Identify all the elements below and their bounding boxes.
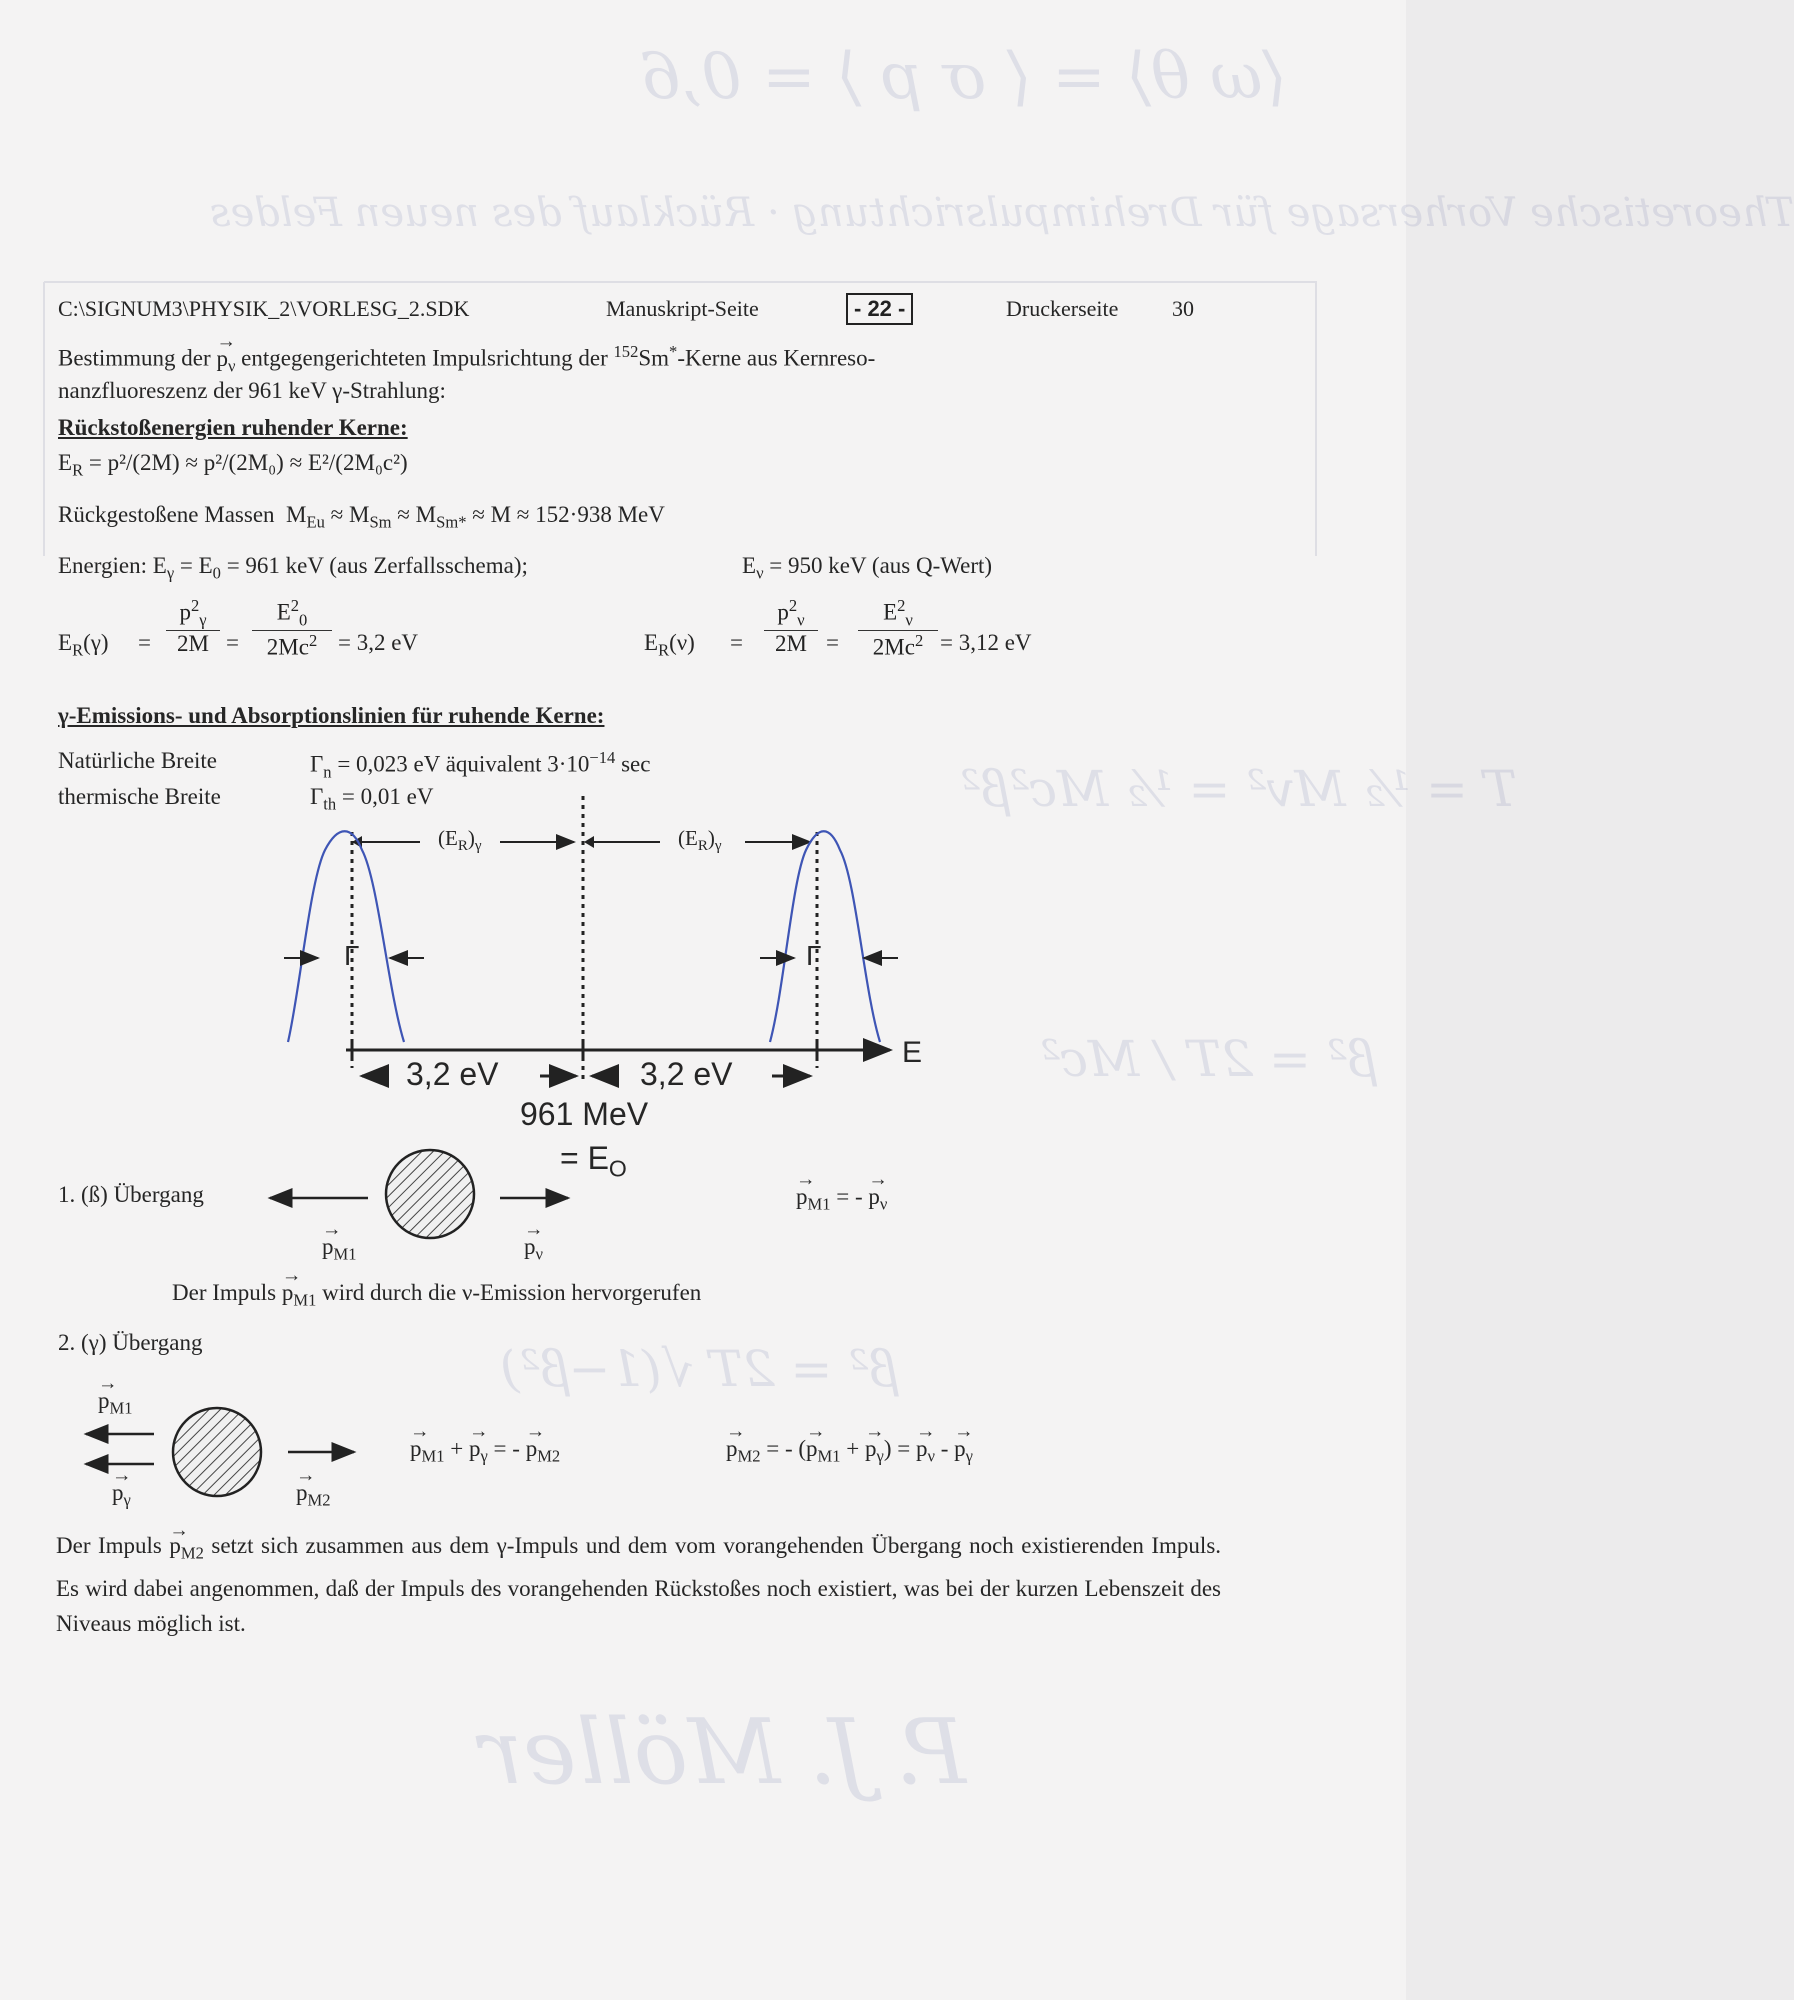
gamma-width-right: Γ xyxy=(806,940,822,971)
energies-line: Energien: $E_\gamma = E_0 = 961$ keV (aus Zerfallsschema); xyxy=(58,553,528,583)
er-nu-value: = 3,12 eV xyxy=(940,630,1032,655)
intro-text-b: entgegengerichteten Impulsrichtung der xyxy=(241,345,608,371)
shift-right-label: 3,2 eV xyxy=(640,1056,733,1092)
equals-sign: = xyxy=(138,630,151,655)
pm1-label-2: → $p_{M1}$ xyxy=(98,1388,133,1419)
show-through-handwriting: T = ½ Mv² = ½ Mc²β² xyxy=(960,760,1518,818)
isotope-symbol: Sm xyxy=(638,345,670,371)
er-label-right: $(E_R)_\gamma$ xyxy=(678,826,722,855)
show-through-handwriting: β² = 2T √(1−β²) xyxy=(500,1340,898,1398)
recoil-heading: Rückstoßenergien ruhender Kerne: xyxy=(58,415,408,440)
show-through-handwriting: ⟨ω θ⟩ = ⟨ σ p ⟩ = 0,6 xyxy=(640,40,1288,114)
center-energy-label: 961 MeV xyxy=(520,1096,649,1132)
equals-sign: = xyxy=(826,630,839,655)
recoil-masses: Rückgestoßene Massen $M_{Eu} \approx M_{Sm} \approx M_{Sm*} \approx M \approx 152\cdot 938$ MeV xyxy=(58,502,665,532)
pnu-label: → $p_\nu$ xyxy=(524,1234,543,1265)
energy-axis-label: E xyxy=(902,1036,923,1069)
manuscript-page-number: - 22 - xyxy=(846,293,913,325)
e0-label: = $E_O$ xyxy=(560,1140,627,1182)
gamma-width-left: Γ xyxy=(344,940,360,971)
fraction-e0-over-2mc2: $\frac{E^2_0}{2Mc^2}$ xyxy=(252,596,332,661)
nucleus-2 xyxy=(173,1408,261,1496)
lines-heading: γ-Emissions- und Absorptionslinien für ruhende Kerne: xyxy=(58,703,605,728)
intro-text-c: -Kerne aus Kernreso- xyxy=(677,345,876,371)
natural-width-value: $\Gamma_n = 0,023$ eV äquivalent $3\cdot 10^{-14}$ sec xyxy=(310,748,651,782)
equals-sign: = xyxy=(730,630,743,655)
pgamma-label: → $p_\gamma$ xyxy=(112,1480,131,1511)
recoil-formula: $E_R = p^2/(2M) \approx p^2/(2M_0) \approx E^2/(2M_0c^2)$ xyxy=(58,450,408,480)
equals-sign: = xyxy=(226,630,239,655)
absorption-line-curve xyxy=(770,831,880,1042)
fraction-pn-over-2m: $\frac{p^2_\nu}{2M}$ xyxy=(764,596,818,657)
thermal-width-value: $\Gamma_{th} = 0,01$ eV xyxy=(310,784,434,814)
isotope-mass: 152 xyxy=(613,342,639,361)
energies-nu: $E_\nu = 950$ keV (aus Q-Wert) xyxy=(742,553,993,583)
er-label-left: $(E_R)_\gamma$ xyxy=(438,826,482,855)
thermal-width-label: thermische Breite xyxy=(58,784,221,809)
show-through-handwriting: P. J. Möller xyxy=(480,1700,967,1805)
isotope-star: * xyxy=(669,342,678,361)
natural-width-label: Natürliche Breite xyxy=(58,748,218,773)
shift-left-label: 3,2 eV xyxy=(406,1056,499,1092)
manuscript-label: Manuskript-Seite xyxy=(606,296,759,321)
closing-paragraph: Der Impuls → $p_{M2}$ setzt sich zusammen aus dem γ-Impuls und dem vom vorangehenden Übergang noch existierenden Impuls. Es wird dabei angenommen, daß der Impuls des vorangehenden Rückstoßes noch existiert, was bei der kurzen Lebenszeit des Niveaus möglich ist. xyxy=(56,1528,1221,1641)
intro-text-a: Bestimmung der xyxy=(58,345,211,371)
printer-label: Druckerseite xyxy=(1006,296,1119,321)
fraction-en-over-2mc2: $\frac{E^2_\nu}{2Mc^2}$ xyxy=(858,596,938,661)
pm1-label: → $p_{M1}$ xyxy=(322,1234,357,1265)
show-through-handwriting: Theoretische Vorhersage für Drehimpulsrichtung · Rücklauf des neuen Feldes xyxy=(210,190,1794,236)
pm2-equation: → $p_{M2}$ = - (→ $p_{M1}$ + → $p_\gamma$) = → $p_\nu$ - → $p_\gamma$ xyxy=(726,1436,973,1467)
transition-1-equation: → $p_{M1}$ = - → $p_\nu$ xyxy=(796,1184,887,1215)
file-path: C:\SIGNUM3\PHYSIK_2\VORLESG_2.SDK xyxy=(58,296,470,321)
fraction-pg-over-2m: $\frac{p^2_\gamma}{2M}$ xyxy=(166,596,220,657)
printer-page-number: 30 xyxy=(1172,296,1194,321)
momentum-vector-nu: → p xyxy=(216,346,228,372)
transition-2-label: 2. (γ) Übergang xyxy=(58,1330,203,1355)
show-through-handwriting: β² = 2T / Mc² xyxy=(1040,1030,1376,1088)
er-gamma-lhs: $E_R(\gamma)$ xyxy=(58,630,109,660)
intro-line-2: nanzfluoreszenz der 961 keV γ-Strahlung: xyxy=(58,378,446,403)
momentum-sum-equation: → $p_{M1}$ + → $p_\gamma$ = - → $p_{M2}$ xyxy=(410,1436,560,1467)
emission-line-curve xyxy=(288,831,404,1042)
nu-subscript: ν xyxy=(227,356,236,376)
er-nu-lhs: $E_R(\nu)$ xyxy=(644,630,695,660)
er-gamma-value: = 3,2 eV xyxy=(338,630,419,655)
transition-1-label: 1. (ß) Übergang xyxy=(58,1182,204,1207)
pm2-label: → $p_{M2}$ xyxy=(296,1480,331,1511)
transition-1-sentence: Der Impuls → $p_{M1}$ wird durch die ν-Emission hervorgerufen xyxy=(172,1280,701,1311)
nucleus-1 xyxy=(386,1150,474,1238)
